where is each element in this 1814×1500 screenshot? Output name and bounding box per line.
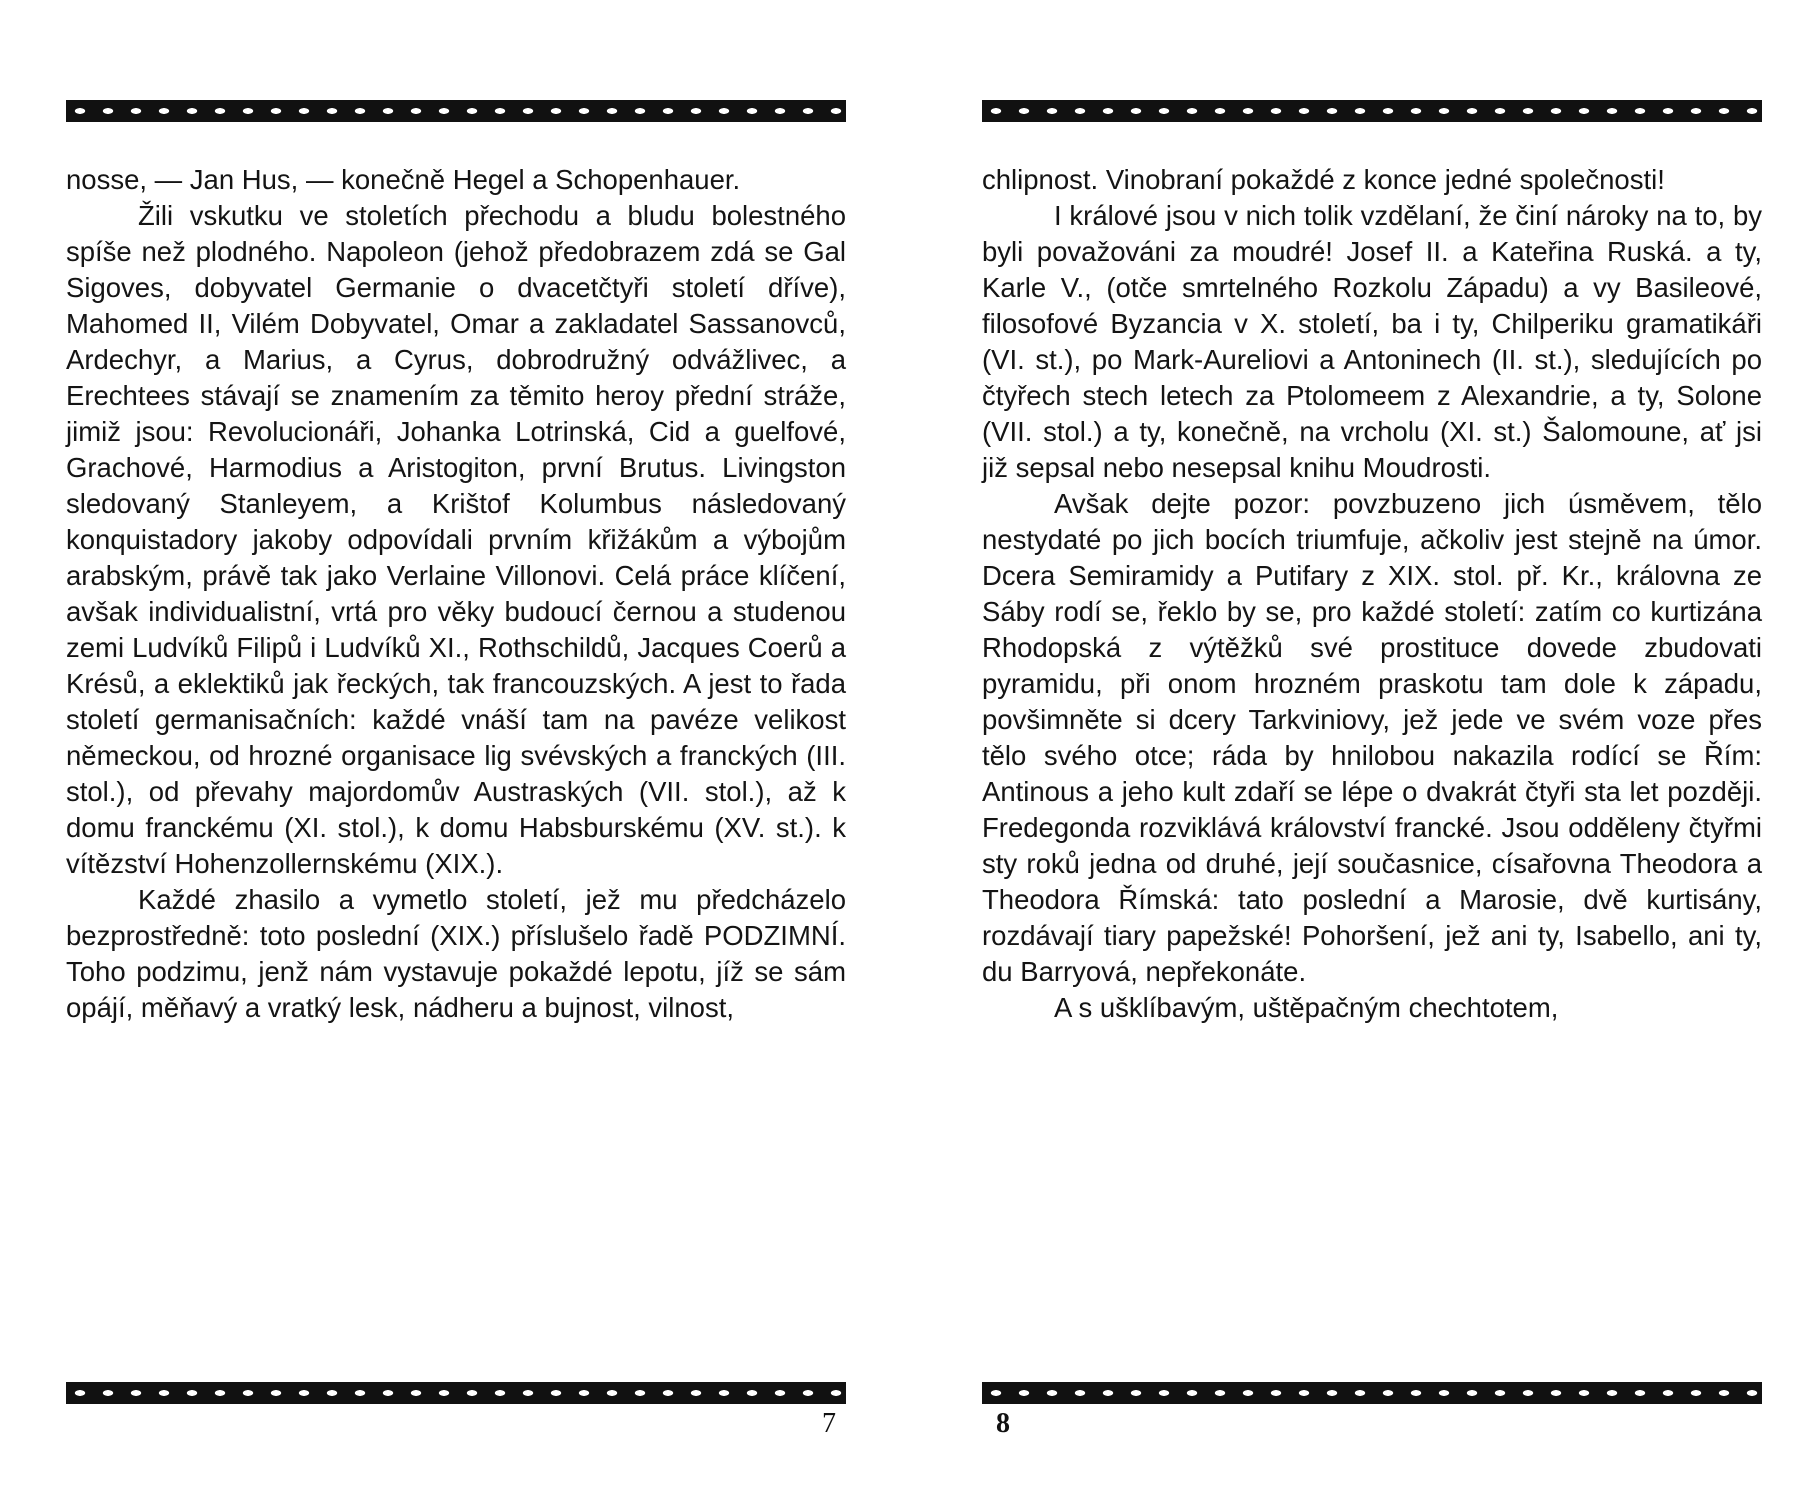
bottom-ornament-border (982, 1382, 1762, 1404)
right-page (982, 0, 1762, 1500)
paragraph: Každé zhasilo a vymetlo století, jež mu předcházelo bezprostředně: toto poslední (XIX.) příslušelo řadě PODZIMNÍ. Toho podzimu, jenž nám vystavuje pokaždé lepotu, jíž se sám opájí, měňavý a vratký lesk, nádheru a bujnost, vilnost, (66, 884, 846, 1023)
left-page-text (66, 162, 846, 1026)
page-number: 8 (996, 1408, 1010, 1439)
bottom-ornament-border (66, 1382, 846, 1404)
top-ornament-border (66, 100, 846, 122)
paragraph: Žili vskutku ve stoletích přechodu a bludu bolestného spíše než plodného. Napoleon (jehož předobrazem zdá se Gal Sigoves, dobyvatel Germanie o dvacetčtyři století dříve), Mahomed II, Vilém Dobyvatel, Omar a zakladatel Sassanovců, Ardechyr, a Marius, a Cyrus, dobrodružný odvážlivec, a Erechtees stávají se znamením za těmito heroy přední stráže, jimiž jsou: Revolucionáři, Johanka Lotrinská, Cid a guelfové, Grachové, Harmodius a Aristogiton, první Brutus. Livingston sledovaný Stanleyem, a Krištof Kolumbus následovaný konquistadory jakoby odpovídali prvním křižákům a výbojům arabským, právě tak jako Verlaine Villonovi. Celá práce klíčení, avšak individualistní, vrtá pro věky budoucí černou a studenou zemi Ludvíků Filipů i Ludvíků XI., Rothschildů, Jacques Coerů a Krésů, a eklektiků jak řeckých, tak francouzských. A jest to řada století germanisačních: každé vnáší tam na pavéze velikost německou, od hrozné organisace lig svévských a franckých (III. stol.), od převahy majordomův Austraských (VII. stol.), až k domu franckému (XI. stol.), k domu Habsburskému (XV. st.). k vítězství Hohenzollernskému (XIX.). (66, 200, 846, 879)
top-ornament-border (982, 100, 1762, 122)
page-number: 7 (822, 1408, 836, 1439)
left-page (66, 0, 846, 1500)
paragraph: I králové jsou v nich tolik vzdělaní, že činí nároky na to, by byli považováni za moudré! Josef II. a Kateřina Ruská. a ty, Karle V., (otče smrtelného Rozkolu Západu) a vy Basileové, filosofové Byzancia v X. století, ba i ty, Chilperiku gramatikáři (VI. st.), po Mark-Aureliovi a Antoninech (II. st.), sledujících po čtyřech stech letech za Ptolomeem z Alexandrie, a ty, Solone (VII. stol.) a ty, konečně, na vrcholu (XI. st.) Šalomoune, ať jsi již sepsal nebo nesepsal knihu Moudrosti. (982, 200, 1762, 483)
paragraph: A s ušklíbavým, uštěpačným chechtotem, (1054, 992, 1559, 1023)
right-page-text (982, 162, 1762, 1026)
paragraph: Avšak dejte pozor: povzbuzeno jich úsměvem, tělo nestydaté po jich bocích triumfuje, ačkoliv jest stejně na úmor. Dcera Semiramidy a Putifary z XIX. stol. př. Kr., královna ze Sáby rodí se, řeklo by se, pro každé století: zatím co kurtizána Rhodopská z výtěžků své prostituce dovede zbudovati pyramidu, při onom hrozném praskotu tam dole k západu, povšimněte si dcery Tarkviniovy, jež jede ve svém voze přes tělo svého otce; ráda by hnilobou nakazila rodící se Řím: Antinous a jeho kult zdaří se lépe o dvakrát čtyři sta let později. Fredegonda rozviklává království francké. Jsou odděleny čtyřmi sty roků jedna od druhé, její současnice, císařovna Theodora a Theodora Římská: tato poslední a Marosie, dvě kurtisány, rozdávají tiary papežské! Pohoršení, jež ani ty, Isabello, ani ty, du Barryová, nepřekonáte. (982, 488, 1762, 987)
paragraph: nosse, — Jan Hus, — konečně Hegel a Schopenhauer. (66, 164, 741, 195)
paragraph: chlipnost. Vinobraní pokaždé z konce jedné společnosti! (982, 164, 1665, 195)
